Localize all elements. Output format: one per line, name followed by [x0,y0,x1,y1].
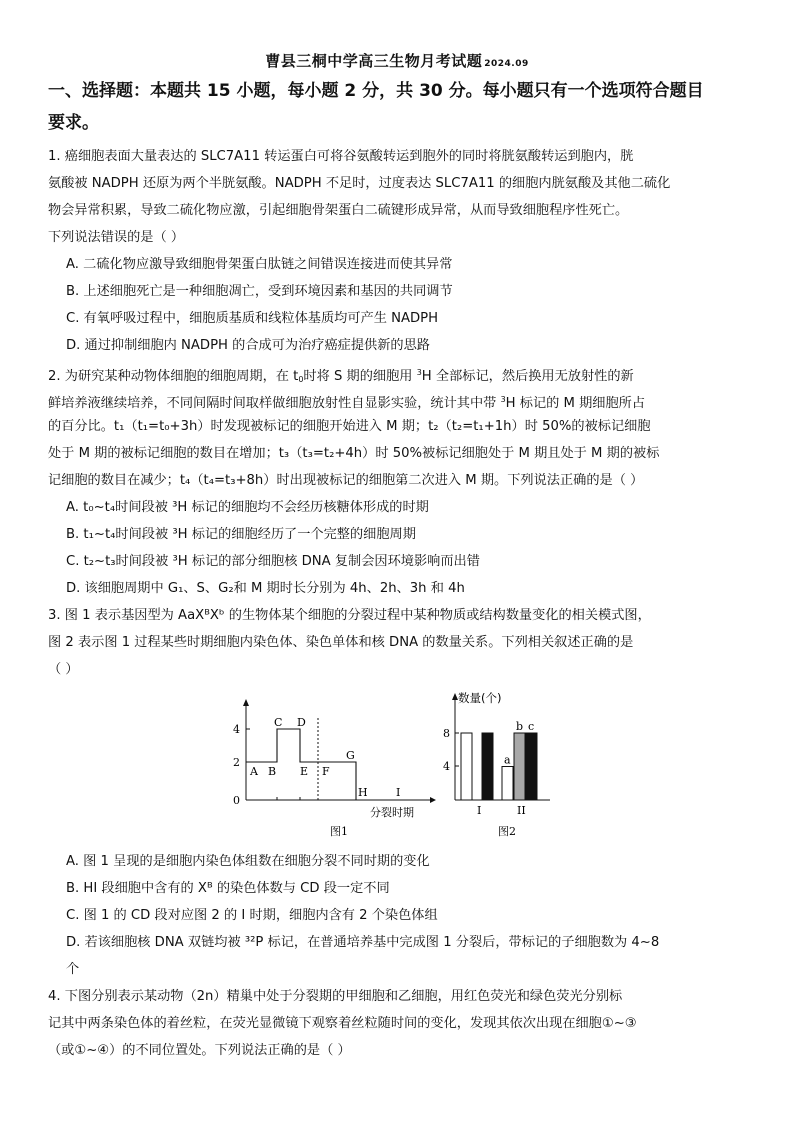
q1-line: 1. 癌细胞表面大量表达的 SLC7A11 转运蛋白可将谷氨酸转运到胞外的同时将胱氨酸转运到胞内，胱 [48,149,634,164]
fig2-bar-label-b: b [516,720,524,733]
fig2-bar-label-a: a [504,753,511,767]
q2-option-b: B. t₁~t₄时间段被 ³H 标记的细胞经历了一个完整的细胞周期 [66,527,416,542]
q2-line1-part-b: 时将 S 期的细胞用 [303,369,417,384]
title-date: 2024.09 [484,59,529,69]
q3-option-c: C. 图 1 的 CD 段对应图 2 的 I 时期，细胞内含有 2 个染色体组 [66,908,438,923]
section-heading-line2: 要求。 [48,113,99,133]
q2-option-c: C. t₂~t₃时间段被 ³H 标记的部分细胞核 DNA 复制会因环境影响而出错 [66,554,480,569]
q2-line2-part-b: H 标记的 M 期细胞所占 [505,396,646,411]
fig1-ytick-label: 2 [233,756,240,769]
q3-option-b: B. HI 段细胞中含有的 Xᴮ 的染色体数与 CD 段一定不同 [66,881,390,896]
fig1-ytick-label: 4 [233,723,240,736]
q1-line: 物会异常积累，导致二硫化物应激，引起细胞骨架蛋白二硫键形成异常，从而导致细胞程序性死亡。 [48,203,629,218]
fig2-bar-b-II [514,733,525,800]
q1-option-d: D. 通过抑制细胞内 NADPH 的合成可为治疗癌症提供新的思路 [66,338,430,353]
fig2-group-label: I [477,804,482,817]
fig1-y-arrow [243,699,249,706]
q2-line5: 记细胞的数目在减少；t₄（t₄=t₃+8h）时出现被标记的细胞第二次进入 M 期。下列说法正确的是（ ） [48,473,644,488]
q1-option-b: B. 上述细胞死亡是一种细胞凋亡，受到环境因素和基因的共同调节 [66,284,453,299]
fig1-label-i: I [396,786,401,799]
q2-line2-sup: 3 [500,395,506,404]
fig1-label-h: H [358,786,368,799]
fig2-bar-label-c: c [528,720,535,733]
fig2-bar-a-I [461,733,472,800]
q2-line1-part-c: H 全部标记，然后换用无放射性的新 [421,369,634,384]
q3-line2: 图 2 表示图 1 过程某些时期细胞内染色体、染色单体和核 DNA 的数量关系。下列相关叙述正确的是 [48,635,634,650]
fig2-bars [461,720,537,800]
section-heading-line1: 一、选择题：本题共 15 小题，每小题 2 分，共 30 分。每小题只有一个选项符合题目 [48,81,704,101]
fig1-caption: 图1 [330,825,348,838]
fig2-caption: 图2 [498,825,516,838]
q1-line: 氨酸被 NADPH 还原为两个半胱氨酸。NADPH 不足时，过度表达 SLC7A11 的细胞内胱氨酸及其他二硫化 [48,176,671,191]
fig1-label-f: F [322,765,330,778]
q2-line1-part-a: 2. 为研究某种动物体细胞的细胞周期，在 t [48,369,299,384]
fig1-label-b: B [268,765,277,778]
q2-line3: 的百分比。t₁（t₁=t₀+3h）时发现被标记的细胞开始进入 M 期；t₂（t₂=t₁+1h）时 50%的被标记细胞 [48,419,651,434]
q3-option-d: D. 若该细胞核 DNA 双链均被 ³²P 标记，在普通培养基中完成图 1 分裂后，带标记的子细胞数为 4~8 [66,935,660,950]
fig1-label-a: A [250,765,258,778]
q2-option-a: A. t₀~t₄时间段被 ³H 标记的细胞均不会经历核糖体形成的时期 [66,500,429,515]
fig1-label-g: G [346,749,355,762]
fig2-y-label: 数量(个) [458,691,502,705]
q2-option-d: D. 该细胞周期中 G₁、S、G₂和 M 期时长分别为 4h、2h、3h 和 4h [66,581,465,596]
fig2-bar-c-I [482,733,493,800]
fig1-label-d: D [297,716,306,729]
q3-line1: 3. 图 1 表示基因型为 AaXᴮXᵇ 的生物体某个细胞的分裂过程中某种物质或结构数量变化的相关模式图， [48,608,651,623]
q2-line2-part-a: 鲜培养液继续培养，不同间隔时间取样做细胞放射性自显影实验，统计其中带 [48,396,501,411]
fig2-group-label: II [517,804,526,817]
q2-line2 [48,391,760,413]
q1-line: 下列说法错误的是（ ） [48,230,185,245]
fig1-x-label: 分裂时期 [370,806,414,819]
page-title [0,50,794,71]
q2-line4: 处于 M 期的被标记细胞的数目在增加；t₃（t₃=t₂+4h）时 50%被标记细胞处于 M 期且处于 M 期的被标 [48,446,660,461]
q2-line1-sup: 3 [416,368,422,377]
fig1-ytick-label: 0 [233,794,240,807]
fig2-bar-c-II [526,733,537,800]
q2-line1 [48,364,760,389]
fig2-bar-a-II [502,767,513,801]
q2-line1-sub: 0 [298,375,304,384]
fig2-ytick-label: 4 [443,760,450,773]
q3-option-d-cont: 个 [66,962,80,977]
figures-svg [220,688,560,843]
q3-line3: （ ） [48,662,79,677]
q1-option-a: A. 二硫化物应激导致细胞骨架蛋白肽链之间错误连接进而使其异常 [66,257,453,272]
fig1-label-e: E [300,765,309,778]
title-text: 曹县三桐中学高三生物月考试题 [265,52,483,70]
q1-option-c: C. 有氧呼吸过程中，细胞质基质和线粒体基质均可产生 NADPH [66,311,439,326]
q4-line2: 记其中两条染色体的着丝粒，在荧光显微镜下观察着丝粒随时间的变化，发现其依次出现在细胞①~③ [48,1016,637,1031]
q3-option-a: A. 图 1 呈现的是细胞内染色体组数在细胞分裂不同时期的变化 [66,854,430,869]
fig2-ytick-label: 8 [443,727,450,740]
q4-line1: 4. 下图分别表示某动物（2n）精巢中处于分裂期的甲细胞和乙细胞，用红色荧光和绿色荧光分别标 [48,989,623,1004]
fig1-x-arrow [430,797,436,803]
fig1-label-c: C [274,716,283,729]
q4-line3: （或①~④）的不同位置处。下列说法正确的是（ ） [48,1043,351,1058]
